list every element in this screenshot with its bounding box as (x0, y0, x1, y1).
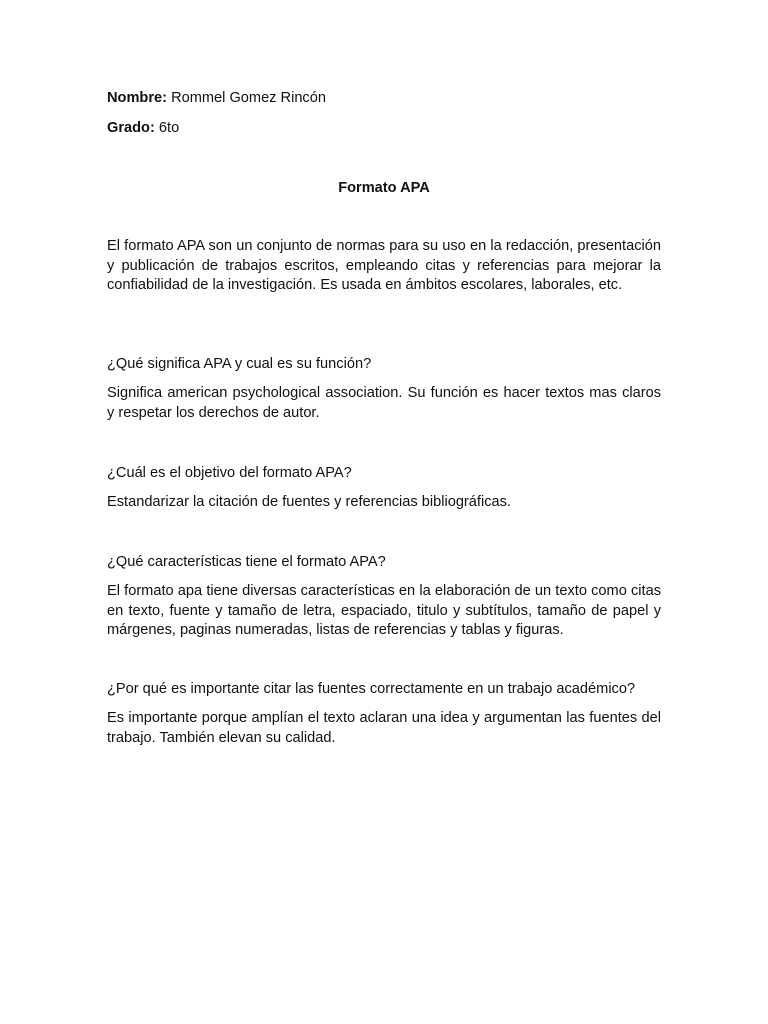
name-value: Rommel Gomez Rincón (171, 90, 326, 106)
intro-paragraph: El formato APA son un conjunto de normas para su uso en la redacción, presentación y publicación de trabajos escritos, empleando citas y referencias para mejorar la confiabilidad de la investigación. Es usada en ámbitos escolares, laborales, etc. (107, 238, 661, 293)
document-title: Formato APA (338, 180, 430, 196)
question-3: ¿Qué características tiene el formato APA? (107, 554, 386, 570)
answer-2: Estandarizar la citación de fuentes y referencias bibliográficas. (107, 494, 511, 510)
name-line (107, 88, 326, 108)
question-4: ¿Por qué es importante citar las fuentes correctamente en un trabajo académico? (107, 681, 636, 697)
name-label: Nombre: (107, 90, 167, 106)
grade-label: Grado: (107, 120, 155, 136)
answer-1: Significa american psychological association. Su función es hacer textos mas claros y respetar los derechos de autor. (107, 385, 661, 421)
question-2: ¿Cuál es el objetivo del formato APA? (107, 465, 352, 481)
grade-line (107, 118, 179, 138)
question-1: ¿Qué significa APA y cual es su función? (107, 356, 372, 372)
grade-value: 6to (158, 120, 180, 136)
answer-4: Es importante porque amplían el texto aclaran una idea y argumentan las fuentes del trabajo. También elevan su calidad. (107, 710, 661, 746)
answer-3: El formato apa tiene diversas características en la elaboración de un texto como citas en texto, fuente y tamaño de letra, espaciado, titulo y subtítulos, tamaño de papel y márgenes, paginas numeradas, listas de referencias y tablas y figuras. (107, 583, 661, 638)
